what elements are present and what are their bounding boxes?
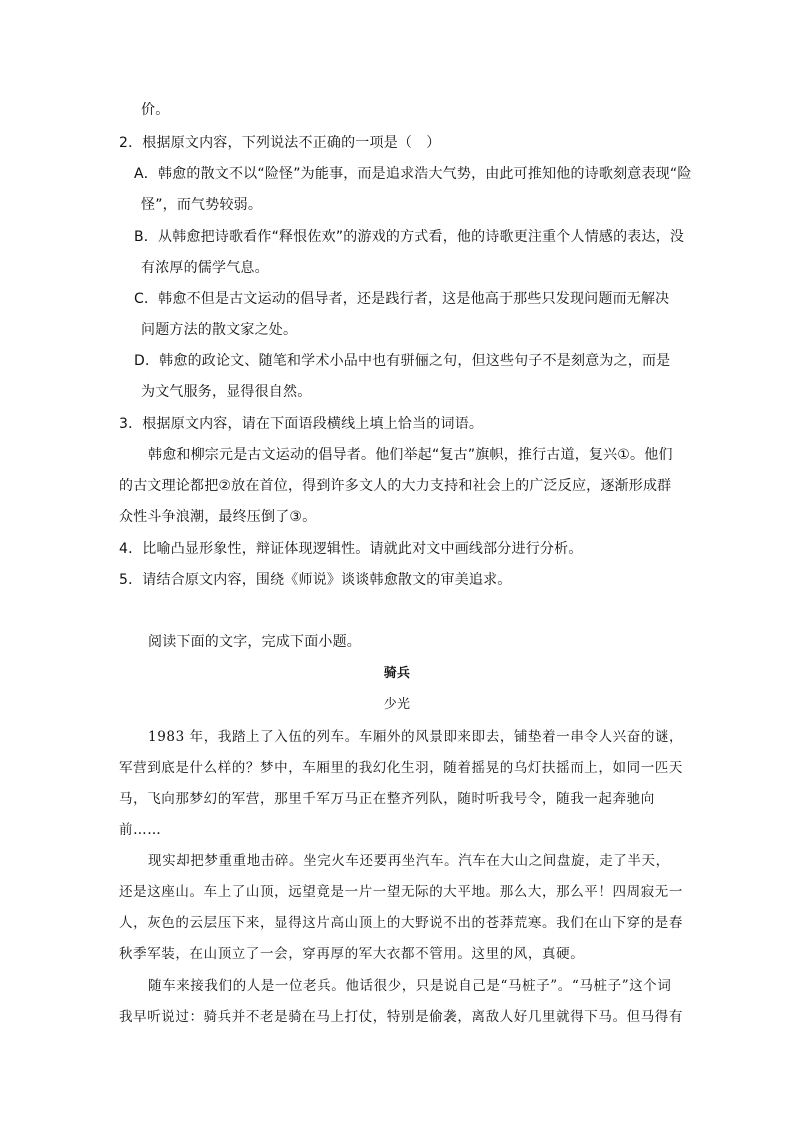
question-2-stem: 2．根据原文内容，下列说法不正确的一项是（ ）	[119, 135, 441, 151]
option-c-line-2: 问题方法的散文家之处。	[141, 322, 298, 338]
paragraph-2-line-3: 人，灰色的云层压下来，显得这片高山顶上的大野说不出的苍莽荒寒。我们在山下穿的是春	[119, 915, 683, 931]
option-d-line-1: D．韩愈的政论文、随笔和学术小品中也有骈俪之句，但这些句子不是刻意为之，而是	[134, 353, 671, 369]
carryover-text: 价。	[141, 102, 170, 118]
question-3-stem: 3．根据原文内容，请在下面语段横线上填上恰当的词语。	[119, 416, 484, 432]
paragraph-3-line-2: 我早听说过：骑兵并不老是骑在马上打仗，特别是偷袭，离敌人好几里就得下马。但马得有	[119, 1009, 683, 1025]
paragraph-2-line-2: 还是这座山。车上了山顶，远望竟是一片一望无际的大平地。那么大，那么平！四周寂无一	[119, 884, 683, 900]
option-c-line-1: C．韩愈不但是古文运动的倡导者，还是践行者，这是他高于那些只发现问题而无解决	[134, 291, 670, 307]
article-title: 骑兵	[383, 666, 411, 681]
question-4: 4．比喻凸显形象性，辩证体现逻辑性。请就此对文中画线部分进行分析。	[119, 541, 583, 557]
paragraph-3-line-1: 随车来接我们的人是一位老兵。他话很少，只是说自己是“马桩子”。“马桩子”这个词	[148, 978, 672, 994]
question-3-passage-line-1: 韩愈和柳宗元是古文运动的倡导者。他们举起“复古”旗帜，推行古道，复兴①。他们	[148, 447, 673, 463]
question-3-passage-line-2: 的古文理论都把②放在首位，得到许多文人的大力支持和社会上的广泛反应，逐渐形成群	[119, 478, 672, 494]
option-a-line-1: A．韩愈的散文不以“险怪”为能事，而是追求浩大气势，由此可推知他的诗歌刻意表现“险	[134, 166, 692, 182]
paragraph-2-line-1: 现实却把梦重重地击碎。坐完火车还要再坐汽车。汽车在大山之间盘旋，走了半天，	[148, 853, 670, 869]
paragraph-2-line-4: 秋季军装，在山顶立了一会，穿再厚的军大衣都不管用。这里的风，真硬。	[119, 946, 585, 962]
article-author: 少光	[383, 697, 411, 712]
paragraph-1-line-2: 军营到底是什么样的？梦中，车厢里的我幻化生羽，随着摇晃的乌灯扶摇而上，如同一匹天	[119, 760, 683, 776]
option-d-line-2: 为文气服务，显得很自然。	[141, 384, 312, 400]
option-b-line-1: B．从韩愈把诗歌看作“释恨佐欢”的游戏的方式看，他的诗歌更注重个人情感的表达，没	[134, 229, 685, 245]
question-5: 5．请结合原文内容，围绕《师说》谈谈韩愈散文的审美追求。	[119, 572, 512, 588]
paragraph-1-line-1: 1983 年，我踏上了入伍的列车。车厢外的风景即来即去，铺垫着一串令人兴奋的谜，	[148, 729, 684, 745]
option-a-line-2: 怪”，而气势较弱。	[141, 197, 263, 213]
paragraph-1-line-3: 马，飞向那梦幻的军营，那里千军万马正在整齐列队，随时听我号令，随我一起奔驰向	[119, 791, 655, 807]
question-3-passage-line-3: 众性斗争浪潮，最终压倒了③。	[119, 509, 317, 525]
reading-instruction: 阅读下面的文字，完成下面小题。	[148, 634, 361, 650]
paragraph-1-line-4: 前……	[119, 822, 162, 838]
option-b-line-2: 有浓厚的儒学气息。	[141, 260, 269, 276]
